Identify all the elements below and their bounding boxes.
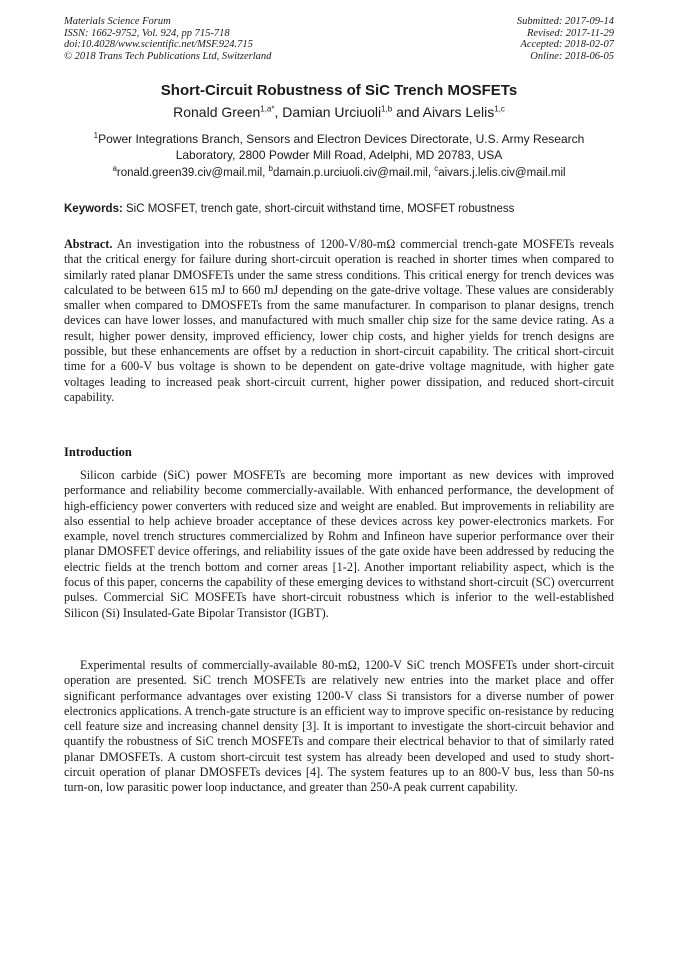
email-address[interactable]: aivars.j.lelis.civ@mail.mil: [438, 167, 566, 179]
affiliation: [64, 131, 614, 163]
author-separator: ,: [274, 104, 283, 120]
author-name: Aivars Lelis: [422, 104, 495, 120]
author-name: Damian Urciuoli: [282, 104, 382, 120]
submitted-date: Submitted: 2017-09-14: [516, 16, 614, 27]
paper-title: Short-Circuit Robustness of SiC Trench MOSFETs: [160, 82, 518, 99]
journal-issn: ISSN: 1662-9752, Vol. 924, pp 715-718: [64, 27, 230, 39]
journal-name: Materials Science Forum: [64, 16, 171, 27]
author-list: [0, 104, 678, 120]
email-list: [0, 164, 678, 179]
email-mark: a: [112, 164, 117, 174]
email-address[interactable]: damain.p.urciuoli.civ@mail.mil: [273, 167, 428, 179]
journal-copyright: © 2018 Trans Tech Publications Ltd, Switzerland: [64, 50, 272, 62]
body-paragraph: Experimental results of commercially-available 80-mΩ, 1200-V SiC trench MOSFETs under short-circuit operation are presented. SiC trench MOSFETs are relatively new entries into the market place and offer significant performance advantages over existing 1200-V class Si transistors for a diverse number of power electronics applications. A trench-gate structure is an efficient way to improve specific on-resistance by reducing cell feature size and increasing channel density [3]. It is important to investigate the short-circuit behavior and quantify the robustness of SiC trench MOSFETs and compare their electrical behavior to that of similarly rated planar DMOSFETs. A custom short-circuit test system has already been developed and used to study short-circuit operation of planar DMOSFETs devices [4]. The system features up to an 800-V bus, less than 50-ns turn-on, low parasitic power loop inductance, and greater than 250-A peak current capability.: [64, 658, 614, 795]
author-affiliation-mark: 1,c: [494, 104, 505, 114]
author-affiliation-mark: 1,b: [381, 104, 393, 114]
affiliation-mark: 1: [93, 131, 99, 140]
accepted-date: Accepted: 2018-02-07: [520, 39, 614, 50]
email-address[interactable]: ronald.green39.civ@mail.mil: [116, 167, 263, 179]
author-separator: and: [392, 104, 423, 120]
online-date: Online: 2018-06-05: [530, 50, 614, 62]
section-heading-introduction: Introduction: [64, 445, 132, 459]
keywords-label: Keywords:: [64, 203, 123, 215]
abstract-text: An investigation into the robustness of 1200-V/80-mΩ commercial trench-gate MOSFETs reveals that the critical energy for failure during short-circuit operation is reached in shorter times when compared to similarly rated planar DMOSFETs under the same stress conditions. This critical energy for trench devices was calculated to be between 615 mJ to 660 mJ depending on the gate-drive voltage. These values are considerably smaller when compared to DMOSFETs from the same manufacturer. In comparison to planar designs, trench devices can have lower losses, and manufactured with much smaller chip size for the same device rating. As a result, higher power density, improved efficiency, lower chip costs, and higher yields for trench designs are possible, but these enhancements are offset by a reduction in short-circuit capability. The critical short-circuit time for a 600-V bus voltage is shown to be dependent on gate-drive voltage magnitude, with higher gate voltages leading to increased peak short-circuit current, higher power dissipation, and reduced short-circuit capability.: [64, 237, 614, 404]
revised-date: Revised: 2017-11-29: [527, 27, 614, 39]
email-separator: ,: [262, 167, 269, 179]
affiliation-text: Power Integrations Branch, Sensors and Electron Devices Directorate, U.S. Army Research Laboratory, 2800 Powder Mill Road, Adelphi, MD 20783, USA: [98, 132, 585, 162]
author-name: Ronald Green: [173, 104, 261, 120]
keywords: [64, 203, 614, 215]
email-mark: c: [434, 164, 439, 174]
keywords-text: SiC MOSFET, trench gate, short-circuit withstand time, MOSFET robustness: [126, 203, 515, 215]
body-paragraph: Silicon carbide (SiC) power MOSFETs are becoming more important as new devices with improved performance and reliability become commercially-available. With enhanced performance, the development of high-efficiency power converters with reduced size and weight are enabled. But improvements in reliability are also essential to help achieve broader acceptance of these devices across key power-electronics markets. For example, novel trench structures commercialized by Rohm and Infineon have superior performance over their planar DMOSFET device offerings, and reliability issues of the gate oxide have been addressed by reducing the electric fields at the trench bottom and corner areas [1-2]. Another important reliability aspect, which is the focus of this paper, concerns the capability of these emerging devices to withstand short-circuit (SC) overcurrent pulses. Commercial SiC MOSFETs have short-circuit robustness which is inferior to the well-established Silicon (Si) Insulated-Gate Bipolar Transistor (IGBT).: [64, 468, 614, 620]
author-affiliation-mark: 1,a*: [260, 104, 275, 114]
abstract: [64, 237, 614, 405]
email-mark: b: [268, 164, 273, 174]
email-separator: ,: [427, 167, 435, 179]
abstract-label: Abstract.: [64, 237, 113, 251]
journal-header-left: [64, 16, 271, 62]
journal-doi: doi:10.4028/www.scientific.net/MSF.924.715: [64, 39, 253, 50]
journal-header-right: [517, 16, 614, 62]
